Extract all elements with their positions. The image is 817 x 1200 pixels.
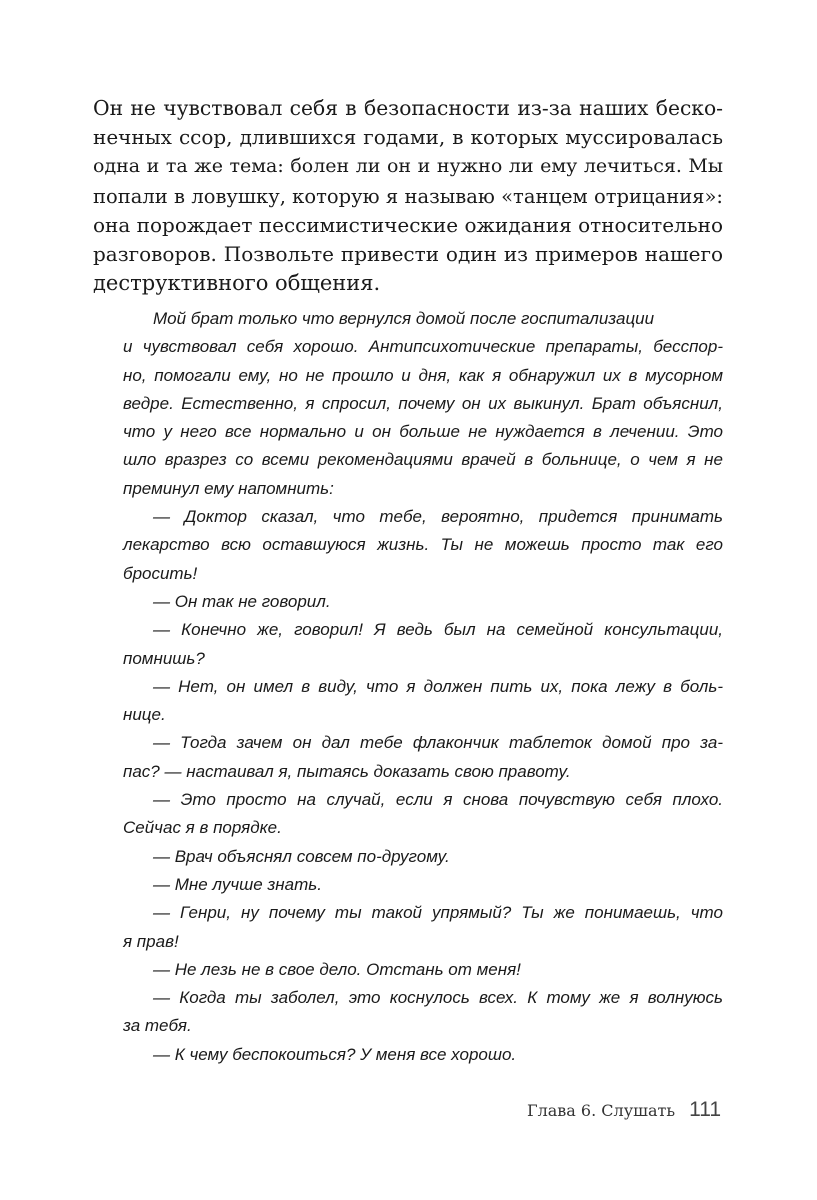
- main-paragraph: [93, 94, 723, 298]
- paragraph-line: нечных ссор, длившихся годами, в которых муссировалась: [93, 125, 723, 150]
- excerpt-line: преминул ему напомнить:: [123, 478, 334, 498]
- excerpt-line: Мой брат только что вернулся домой после госпитализации: [153, 309, 655, 328]
- dialogue-line: — К чему беспокоиться? У меня все хорошо.: [153, 1044, 517, 1064]
- excerpt-line: нице.: [123, 705, 166, 725]
- excerpt-line: и чувствовал себя хорошо. Антипсихотические препараты, бесспор-: [123, 337, 723, 357]
- paragraph-line: разговоров. Позвольте привести один из примеров нашего: [93, 242, 723, 267]
- chapter-title: Глава 6. Слушать: [527, 1101, 676, 1120]
- page-footer: [527, 1098, 721, 1122]
- dialogue-line: — Врач объяснял совсем по-другому.: [153, 846, 450, 866]
- excerpt-line: ведре. Естественно, я спросил, почему он их выкинул. Брат объяснил,: [123, 393, 723, 413]
- dialogue-line: — Когда ты заболел, это коснулось всех. К тому же я волнуюсь: [153, 988, 723, 1008]
- dialogue-excerpt: [123, 305, 723, 1069]
- paragraph-line: попали в ловушку, которую я называю «танцем отрицания»:: [93, 184, 723, 208]
- excerpt-line: помнишь?: [123, 648, 205, 668]
- dialogue-line: — Мне лучше знать.: [153, 874, 322, 894]
- excerpt-line: пас? — настаивал я, пытаясь доказать свою правоту.: [123, 761, 571, 781]
- paragraph-line: деструктивного общения.: [93, 271, 381, 296]
- excerpt-line: за тебя.: [123, 1016, 192, 1036]
- excerpt-line: Сейчас я в порядке.: [123, 818, 282, 838]
- dialogue-line: — Доктор сказал, что тебе, вероятно, придется принимать: [153, 507, 723, 527]
- excerpt-line: я прав!: [123, 931, 179, 951]
- excerpt-line: лекарство всю оставшуюся жизнь. Ты не можешь просто так его: [123, 535, 723, 555]
- page-number: 111: [689, 1098, 721, 1121]
- dialogue-line: — Не лезь не в свое дело. Отстань от меня!: [153, 959, 521, 979]
- excerpt-line: бросить!: [123, 563, 198, 583]
- excerpt-line: что у него все нормально и он больше не нуждается в лечении. Это: [123, 422, 723, 442]
- dialogue-line: — Он так не говорил.: [153, 591, 331, 611]
- paragraph-line: одна и та же тема: болен ли он и нужно ли ему лечиться. Мы: [93, 155, 723, 178]
- paragraph-line: Он не чувствовал себя в безопасности из-за наших беско-: [93, 96, 723, 120]
- excerpt-line: шло вразрез со всеми рекомендациями врачей в больнице, о чем я не: [123, 450, 723, 470]
- paragraph-line: она порождает пессимистические ожидания относительно: [93, 212, 723, 237]
- dialogue-line: — Тогда зачем он дал тебе флакончик таблеток домой про за-: [153, 733, 723, 753]
- dialogue-line: — Генри, ну почему ты такой упрямый? Ты же понимаешь, что: [153, 903, 723, 923]
- dialogue-line: — Конечно же, говорил! Я ведь был на семейной консультации,: [153, 620, 723, 640]
- dialogue-line: — Нет, он имел в виду, что я должен пить их, пока лежу в боль-: [153, 676, 723, 696]
- dialogue-line: — Это просто на случай, если я снова почувствую себя плохо.: [153, 790, 723, 810]
- excerpt-line: но, помогали ему, но не прошло и дня, как я обнаружил их в мусорном: [123, 365, 723, 385]
